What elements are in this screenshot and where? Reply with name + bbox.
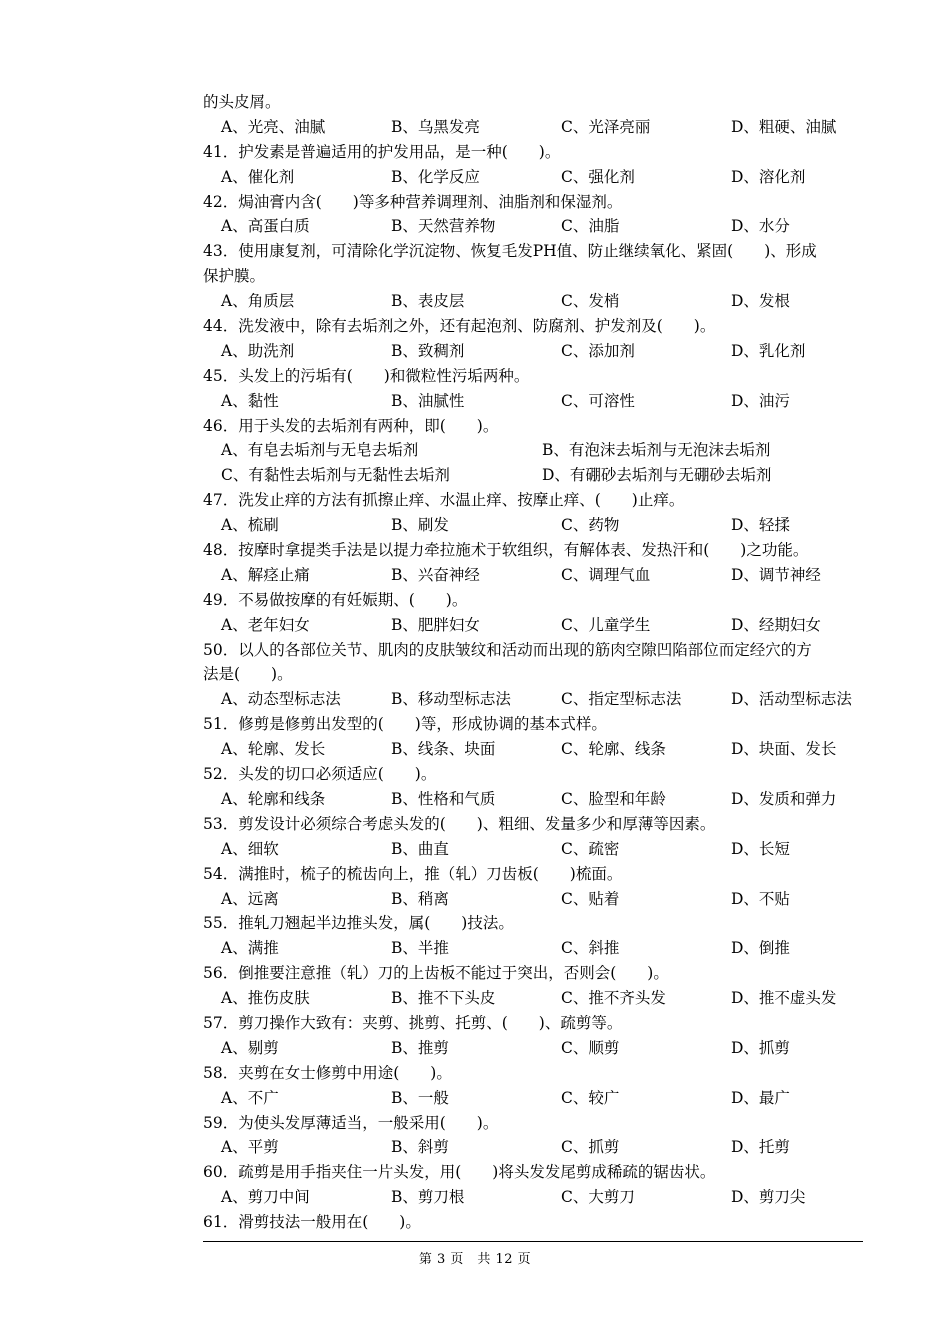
option-c: C、可溶性 (561, 391, 635, 410)
option-c: C、儿童学生 (561, 615, 651, 634)
option-row (203, 1036, 863, 1061)
option-row (203, 563, 863, 588)
question-stem: 55．推轧刀翘起半边推头发，属( )技法。 (203, 914, 514, 933)
option-c: C、抓剪 (561, 1138, 620, 1157)
option-d: D、块面、发长 (731, 740, 837, 759)
footer-divider (203, 1241, 863, 1242)
option-a: A、轮廓、发长 (221, 740, 326, 759)
question-stem: 59．为使头发厚薄适当，一般采用( )。 (203, 1113, 499, 1132)
question-stem-continued: 法是( )。 (203, 665, 293, 684)
option-a: A、梳刷 (221, 516, 279, 535)
option-a: A、推伤皮肤 (221, 989, 310, 1008)
option-b: B、推剪 (391, 1038, 449, 1057)
question-stem: 43．使用康复剂，可清除化学沉淀物、恢复毛发PH值、防止继续氧化、紧固( )、形成 (203, 242, 817, 261)
option-row (203, 214, 863, 239)
option-d: D、调节神经 (731, 565, 821, 584)
option-a: A、解痉止痛 (221, 565, 310, 584)
option-b: B、稍离 (391, 889, 449, 908)
option-b: B、表皮层 (391, 292, 465, 311)
option-b: B、兴奋神经 (391, 565, 480, 584)
option-c: C、较广 (561, 1088, 620, 1107)
option-a: A、助洗剂 (221, 341, 295, 360)
option-a: A、轮廓和线条 (221, 789, 326, 808)
question-stem: 47．洗发止痒的方法有抓擦止痒、水温止痒、按摩止痒、( )止痒。 (203, 491, 685, 510)
option-b: B、移动型标志法 (391, 690, 511, 709)
question-stem-continued: 保护膜。 (203, 267, 266, 286)
question-stem: 56．倒推要注意推（轧）刀的上齿板不能过于突出，否则会( )。 (203, 964, 669, 983)
option-c: C、疏密 (561, 839, 620, 858)
option-d: D、最广 (731, 1088, 790, 1107)
option-b: B、剪刀根 (391, 1188, 465, 1207)
option-b: B、半推 (391, 939, 449, 958)
option-a: A、细软 (221, 839, 279, 858)
option-b: B、性格和气质 (391, 789, 496, 808)
question-stem: 45．头发上的污垢有( )和微粒性污垢两种。 (203, 366, 530, 385)
option-c: C、调理气血 (561, 565, 651, 584)
question-stem: 60．疏剪是用手指夹住一片头发，用( )将头发发尾剪成稀疏的锯齿状。 (203, 1163, 716, 1182)
option-d: D、发质和弹力 (731, 789, 837, 808)
option-d: D、乳化剂 (731, 341, 806, 360)
option-a: A、动态型标志法 (221, 690, 341, 709)
question-stem: 46．用于头发的去垢剂有两种，即( )。 (203, 416, 499, 435)
option-a: A、平剪 (221, 1138, 279, 1157)
option-a: A、不广 (221, 1088, 279, 1107)
option-d: D、经期妇女 (731, 615, 821, 634)
option-row (203, 1135, 863, 1160)
option-d: D、溶化剂 (731, 167, 806, 186)
option-row (203, 787, 863, 812)
option-b: B、斜剪 (391, 1138, 449, 1157)
question-stem: 42．焗油膏内含( )等多种营养调理剂、油脂剂和保湿剂。 (203, 192, 623, 211)
option-b: B、化学反应 (391, 167, 480, 186)
option-c: C、顺剪 (561, 1038, 620, 1057)
option-c: C、轮廓、线条 (561, 740, 666, 759)
option-d: D、不贴 (731, 889, 790, 908)
option-a: A、催化剂 (221, 167, 295, 186)
option-row (203, 463, 863, 488)
option-b: B、乌黑发亮 (391, 117, 480, 136)
page-number: 第 3 页 共 12 页 (418, 1252, 532, 1267)
option-c: C、有黏性去垢剂与无黏性去垢剂 (221, 466, 450, 485)
option-c: C、药物 (561, 516, 620, 535)
option-c: C、大剪刀 (561, 1188, 635, 1207)
question-stem: 58．夹剪在女士修剪中用途( )。 (203, 1063, 452, 1082)
option-b: B、曲直 (391, 839, 449, 858)
option-d: D、油污 (731, 391, 790, 410)
option-row (203, 936, 863, 961)
option-b: B、致稠剂 (391, 341, 465, 360)
option-a: A、满推 (221, 939, 279, 958)
option-b: B、有泡沫去垢剂与无泡沫去垢剂 (542, 441, 771, 460)
option-a: A、剔剪 (221, 1038, 279, 1057)
option-c: C、光泽亮丽 (561, 117, 651, 136)
option-a: A、光亮、油腻 (221, 117, 326, 136)
option-d: D、抓剪 (731, 1038, 790, 1057)
option-row (203, 986, 863, 1011)
option-c: C、油脂 (561, 217, 620, 236)
option-row (203, 165, 863, 190)
option-c: C、发梢 (561, 292, 620, 311)
question-stem: 48．按摩时拿提类手法是以提力牵拉施术于软组织，有解体表、发热汗和( )之功能。 (203, 541, 809, 560)
option-d: D、水分 (731, 217, 790, 236)
question-stem: 44．洗发液中，除有去垢剂之外，还有起泡剂、防腐剂、护发剂及( )。 (203, 317, 716, 336)
question-stem: 53．剪发设计必须综合考虑头发的( )、粗细、发量多少和厚薄等因素。 (203, 814, 716, 833)
question-stem: 50．以人的各部位关节、肌肉的皮肤皱纹和活动而出现的筋肉空隙凹陷部位而定经穴的方 (203, 640, 812, 659)
option-c: C、推不齐头发 (561, 989, 666, 1008)
question-stem: 54．满推时，梳子的梳齿向上，推（轧）刀齿板( )梳面。 (203, 864, 623, 883)
option-row (203, 289, 863, 314)
option-c: C、贴着 (561, 889, 620, 908)
question-list (203, 90, 863, 1235)
option-a: A、老年妇女 (221, 615, 310, 634)
option-b: B、一般 (391, 1088, 449, 1107)
option-d: D、活动型标志法 (731, 690, 852, 709)
option-row (203, 1086, 863, 1111)
question-stem: 49．不易做按摩的有妊娠期、( )。 (203, 590, 468, 609)
option-c: C、强化剂 (561, 167, 635, 186)
option-c: C、斜推 (561, 939, 620, 958)
option-d: D、发根 (731, 292, 790, 311)
option-row (203, 737, 863, 762)
option-row (203, 837, 863, 862)
question-stem: 61．滑剪技法一般用在( )。 (203, 1213, 421, 1232)
option-c: C、脸型和年龄 (561, 789, 666, 808)
option-d: D、长短 (731, 839, 790, 858)
option-a: A、角质层 (221, 292, 295, 311)
option-a: A、有皂去垢剂与无皂去垢剂 (221, 441, 419, 460)
option-d: D、剪刀尖 (731, 1188, 806, 1207)
option-a: A、黏性 (221, 391, 279, 410)
question-stem: 41．护发素是普遍适用的护发用品，是一种( )。 (203, 142, 561, 161)
option-b: B、肥胖妇女 (391, 615, 480, 634)
option-c: C、添加剂 (561, 341, 635, 360)
option-d: D、轻揉 (731, 516, 790, 535)
option-b: B、推不下头皮 (391, 989, 496, 1008)
option-d: D、推不虚头发 (731, 989, 837, 1008)
option-row (203, 1185, 863, 1210)
option-row (203, 687, 863, 712)
option-row (203, 887, 863, 912)
question-stem: 57．剪刀操作大致有：夹剪、挑剪、托剪、( )、疏剪等。 (203, 1013, 623, 1032)
question-continuation: 的头皮屑。 (203, 93, 281, 111)
option-a: A、远离 (221, 889, 279, 908)
question-stem: 52．头发的切口必须适应( )。 (203, 765, 437, 784)
option-a: A、高蛋白质 (221, 217, 310, 236)
option-b: B、线条、块面 (391, 740, 496, 759)
option-row (203, 339, 863, 364)
question-stem: 51．修剪是修剪出发型的( )等，形成协调的基本式样。 (203, 715, 607, 734)
option-b: B、天然营养物 (391, 217, 496, 236)
option-d: D、倒推 (731, 939, 790, 958)
option-b: B、刷发 (391, 516, 449, 535)
option-row (203, 438, 863, 463)
option-row (203, 389, 863, 414)
option-d: D、有硼砂去垢剂与无硼砂去垢剂 (542, 466, 772, 485)
option-c: C、指定型标志法 (561, 690, 682, 709)
option-row (203, 115, 863, 140)
option-d: D、粗硬、油腻 (731, 117, 837, 136)
option-row (203, 613, 863, 638)
option-row (203, 513, 863, 538)
option-a: A、剪刀中间 (221, 1188, 310, 1207)
option-b: B、油腻性 (391, 391, 465, 410)
option-d: D、托剪 (731, 1138, 790, 1157)
